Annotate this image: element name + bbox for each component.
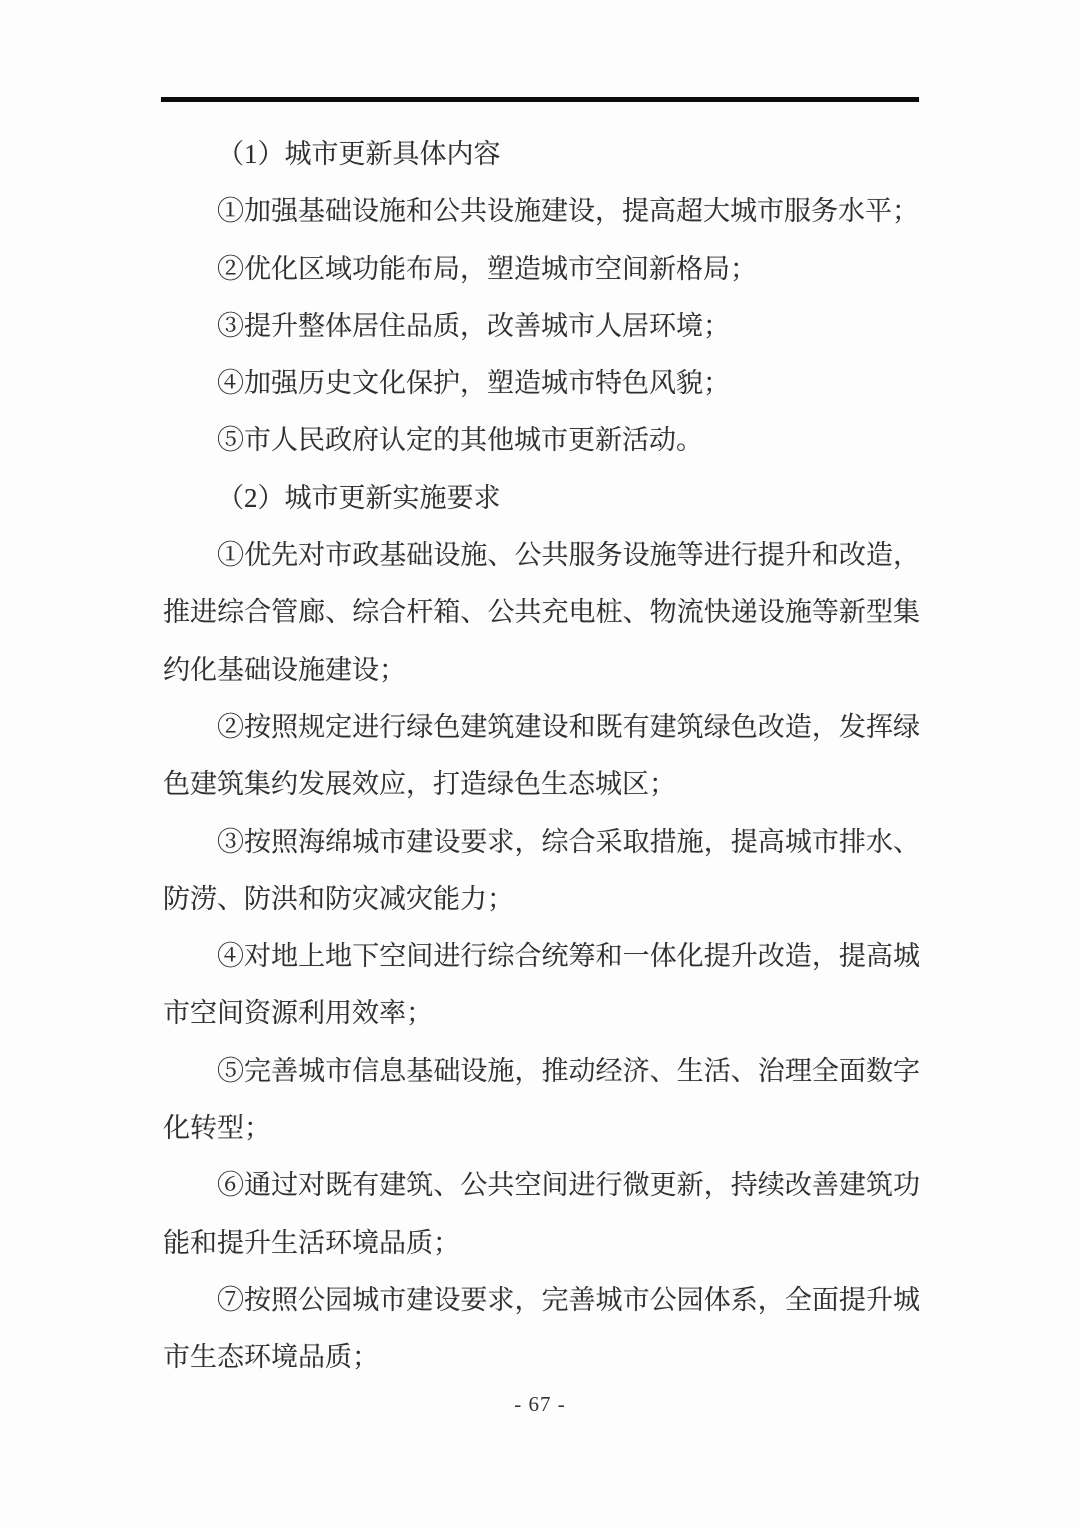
paragraph: ④加强历史文化保护，塑造城市特色风貌；	[217, 368, 730, 399]
page-footer	[0, 1392, 1080, 1417]
paragraph: ②优化区域功能布局，塑造城市空间新格局；	[217, 253, 757, 284]
header-rule	[161, 97, 919, 102]
paragraph: ②按照规定进行绿色建筑建设和既有建筑绿色改造，发挥绿色建筑集约发展效应，打造绿色生态城区；	[163, 711, 920, 800]
paragraph: （2）城市更新实施要求	[217, 482, 501, 513]
paragraph: ⑤市人民政府认定的其他城市更新活动。	[217, 425, 703, 456]
paragraph: ④对地上地下空间进行综合统筹和一体化提升改造，提高城市空间资源利用效率；	[163, 941, 920, 1029]
paragraph: ①加强基础设施和公共设施建设，提高超大城市服务水平；	[217, 196, 919, 227]
paragraph: ⑦按照公园城市建设要求，完善城市公园体系，全面提升城市生态环境品质；	[163, 1284, 920, 1373]
paragraph: ③按照海绵城市建设要求，综合采取措施，提高城市排水、防涝、防洪和防灾减灾能力；	[163, 826, 920, 914]
paragraph: ③提升整体居住品质，改善城市人居环境；	[217, 310, 730, 341]
paragraph: ⑥通过对既有建筑、公共空间进行微更新，持续改善建筑功能和提升生活环境品质；	[163, 1170, 920, 1258]
document-body	[163, 126, 920, 1387]
page-number: - 67 -	[514, 1392, 566, 1416]
paragraph: ⑤完善城市信息基础设施，推动经济、生活、治理全面数字化转型；	[163, 1055, 920, 1144]
paragraph: ①优先对市政基础设施、公共服务设施等进行提升和改造，推进综合管廊、综合杆箱、公共充电桩、物流快递设施等新型集约化基础设施建设；	[163, 540, 920, 685]
paragraph: （1）城市更新具体内容	[217, 139, 501, 169]
